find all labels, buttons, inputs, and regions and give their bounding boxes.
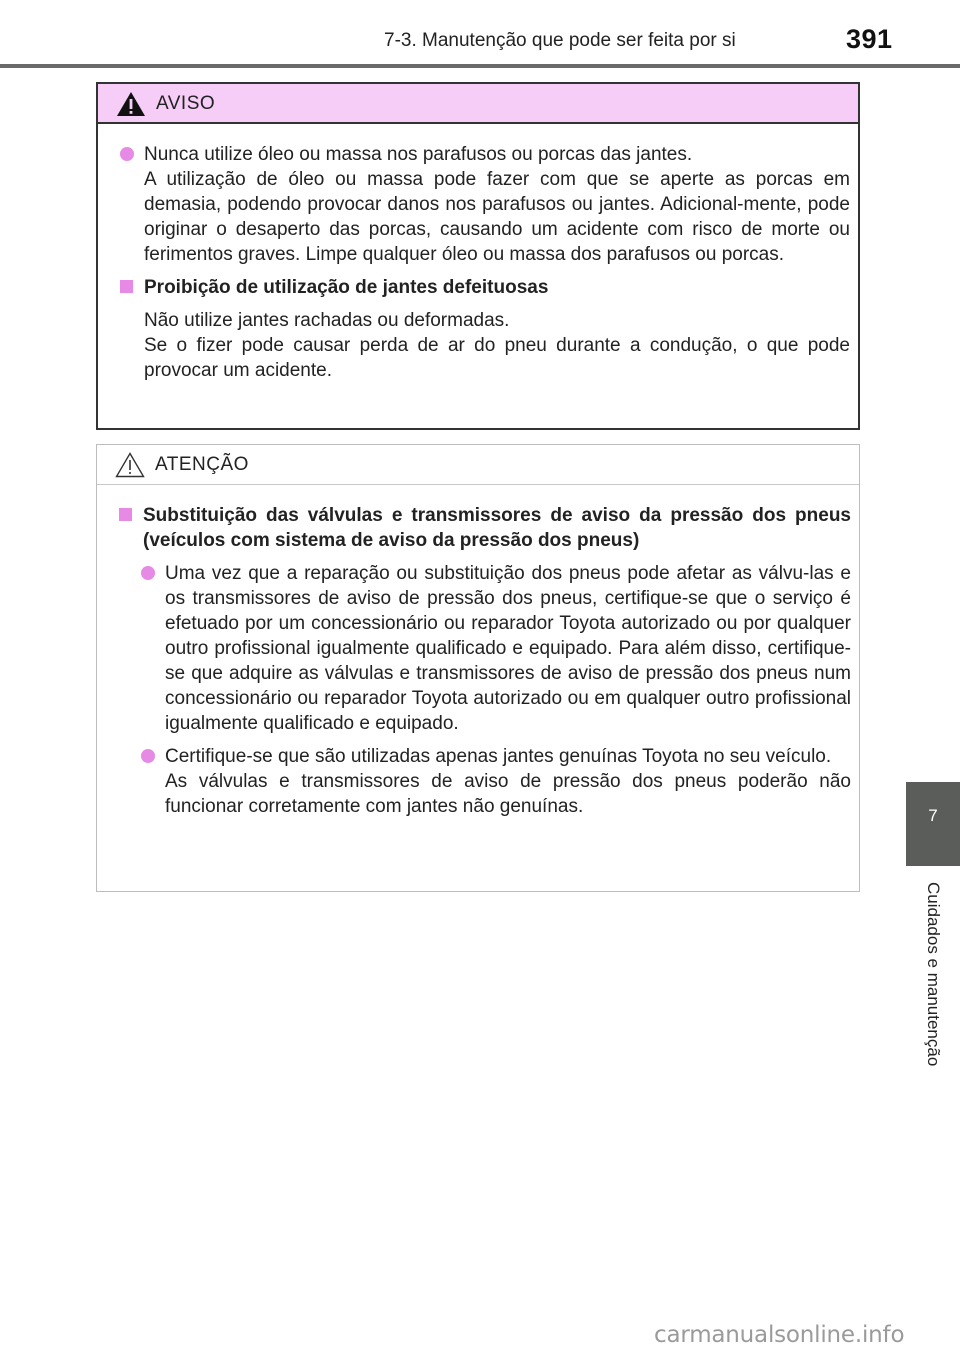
aviso-heading-line1: Não utilize jantes rachadas ou deformadas. [144, 310, 510, 331]
square-bullet-icon [119, 508, 132, 521]
bullet-icon [141, 566, 155, 580]
header-section-title: 7-3. Manutenção que pode ser feita por si [384, 30, 736, 51]
chapter-tab [906, 782, 960, 866]
aviso-bullet-oil-line2: A utilização de óleo ou massa pode fazer com que se aperte as porcas em demasia, podendo provocar danos nos parafusos ou jantes. Adicional-mente, pode originar o desaperto das porcas, causando um acidente com risco de morte ou ferimentos graves. Limpe qualquer óleo ou massa dos parafusos ou porcas. [144, 169, 850, 265]
atencao-heading-text: Substituição das válvulas e transmissores de aviso da pressão dos pneus (veículos com sistema de aviso da pressão dos pneus) [143, 505, 851, 551]
aviso-bullet-oil-line1: Nunca utilize óleo ou massa nos parafusos ou porcas das jantes. [144, 144, 693, 165]
aviso-bullet-oil [120, 142, 850, 267]
atencao-bullet-repair-text: Uma vez que a reparação ou substituição dos pneus pode afetar as válvu-las e os transmissores de aviso de pressão dos pneus, certifique-se que o serviço é efetuado por um concessionário ou reparador Toyota autorizado ou por qualquer outro profissional igualmente qualificado e equipado. Para além disso, certifique-se que adquire as válvulas e transmissores de aviso de pressão dos pneus num concessionário ou reparador Toyota autorizado ou em qualquer outro profissional igualmente qualificado e equipado. [165, 563, 851, 734]
atencao-bullet-genuine [141, 744, 851, 819]
atencao-header [97, 445, 859, 485]
aviso-box [96, 82, 860, 430]
aviso-body [98, 124, 858, 383]
aviso-heading-text: Proibição de utilização de jantes defeituosas [144, 277, 549, 298]
atencao-title: ATENÇÃO [155, 454, 249, 475]
atencao-bullet-genuine-line1: Certifique-se que são utilizadas apenas jantes genuínas Toyota no seu veículo. [165, 746, 832, 767]
aviso-heading-line2: Se o fizer pode causar perda de ar do pneu durante a condução, o que pode provocar um acidente. [144, 335, 850, 381]
page-number: 391 [846, 24, 893, 54]
atencao-bullet-genuine-line2: As válvulas e transmissores de aviso de pressão dos pneus poderão não funcionar corretamente com jantes não genuínas. [165, 771, 851, 817]
atencao-bullet-repair [141, 561, 851, 736]
atencao-box [96, 444, 860, 892]
bullet-icon [120, 147, 134, 161]
atencao-body [97, 485, 859, 819]
caution-icon [115, 452, 145, 478]
aviso-heading-body [120, 308, 850, 383]
watermark: carmanualsonline.info [654, 1322, 905, 1348]
aviso-header [98, 84, 858, 124]
aviso-heading [120, 275, 850, 300]
chapter-number: 7 [928, 806, 938, 825]
aviso-title: AVISO [156, 93, 216, 114]
bullet-icon [141, 749, 155, 763]
atencao-heading [119, 503, 851, 553]
header-rule [0, 64, 960, 68]
square-bullet-icon [120, 280, 133, 293]
chapter-label: Cuidados e manutenção [924, 882, 943, 1067]
warning-icon [116, 91, 146, 117]
